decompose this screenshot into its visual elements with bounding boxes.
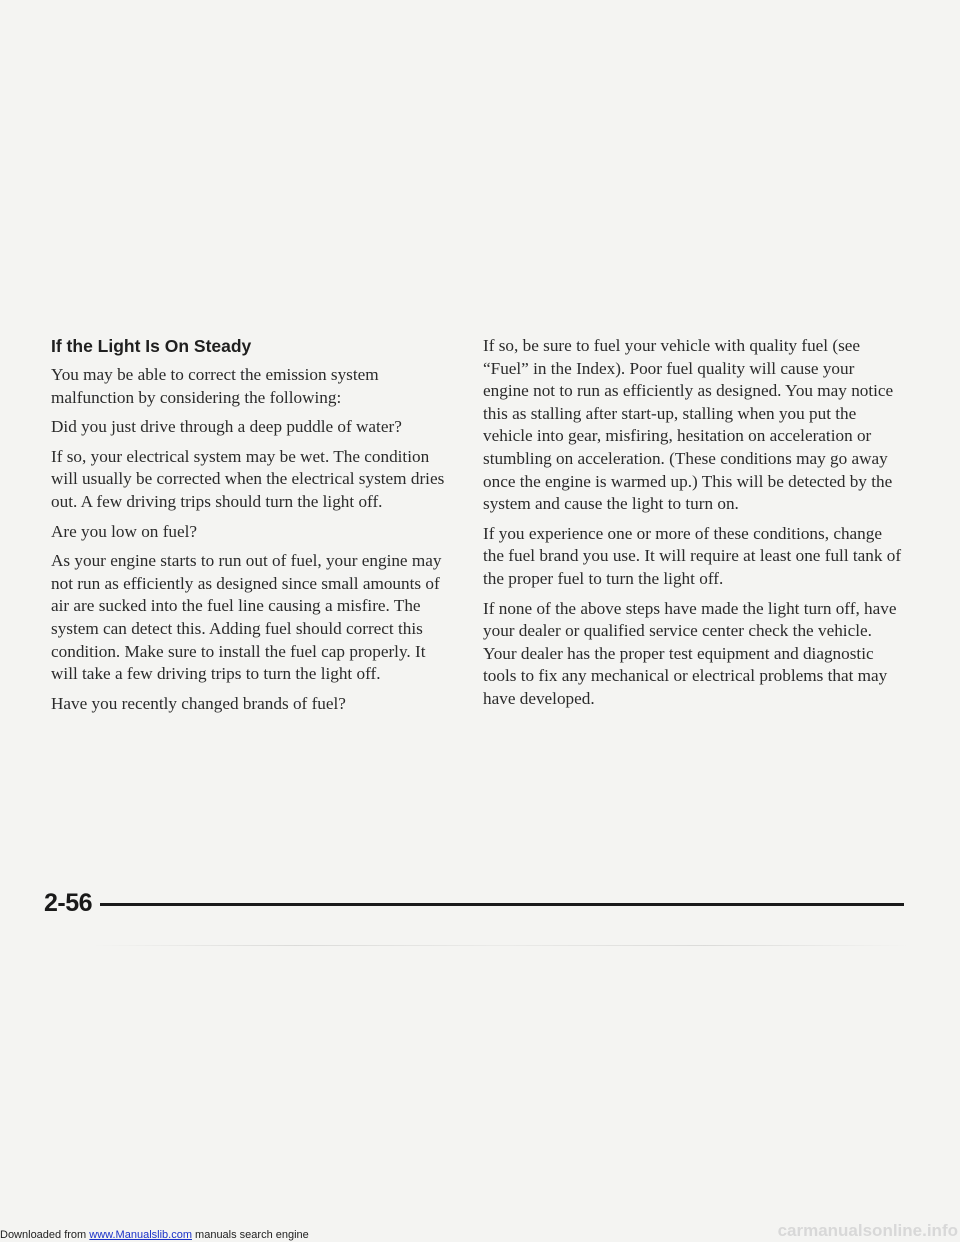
paragraph: If so, be sure to fuel your vehicle with quality fuel (see “Fuel” in the Index). Poor fuel quality will cause your engine not to run as efficiently as designed. You may notice this as stalling after start-up, stalling when you put the vehicle into gear, misfiring, hesitation on acceleration or stumbling on acceleration. (These conditions may go away once the engine is warmed up.) This will be detected by the system and cause the light to turn on. (483, 336, 894, 514)
right-column (483, 335, 903, 718)
paragraph: You may be able to correct the emission system malfunction by considering the following: (51, 365, 379, 407)
left-column (51, 335, 451, 722)
banner-prefix: Downloaded from (0, 1229, 90, 1241)
section-heading: If the Light Is On Steady (51, 336, 252, 356)
footer-rule (100, 903, 904, 906)
paragraph: Did you just drive through a deep puddle of water? (51, 417, 402, 437)
scan-line (90, 945, 910, 946)
paragraph: If none of the above steps have made the light turn off, have your dealer or qualified service center check the vehicle. Your dealer has the proper test equipment and diagnostic tools to fix any mechanical or electrical problems that may have developed. (483, 598, 897, 708)
paragraph: Are you low on fuel? (51, 521, 198, 541)
download-banner (0, 1229, 309, 1241)
watermark: carmanualsonline.info (777, 1221, 958, 1240)
page-number: 2-56 (44, 888, 93, 917)
paragraph: Have you recently changed brands of fuel? (51, 693, 346, 713)
paragraph: If you experience one or more of these conditions, change the fuel brand you use. It will require at least one full tank of the proper fuel to turn the light off. (483, 523, 902, 588)
page-footer (44, 888, 904, 918)
paragraph: If so, your electrical system may be wet. The condition will usually be corrected when the electrical system dries out. A few driving trips should turn the light off. (51, 446, 445, 511)
paragraph: As your engine starts to run out of fuel, your engine may not run as efficiently as designed since small amounts of air are sucked into the fuel line causing a misfire. The system can detect this. Adding fuel should correct this condition. Make sure to install the fuel cap properly. It will take a few driving trips to turn the light off. (51, 551, 442, 684)
manualslib-link[interactable]: www.Manualslib.com (89, 1229, 192, 1241)
banner-suffix: manuals search engine (191, 1229, 309, 1241)
